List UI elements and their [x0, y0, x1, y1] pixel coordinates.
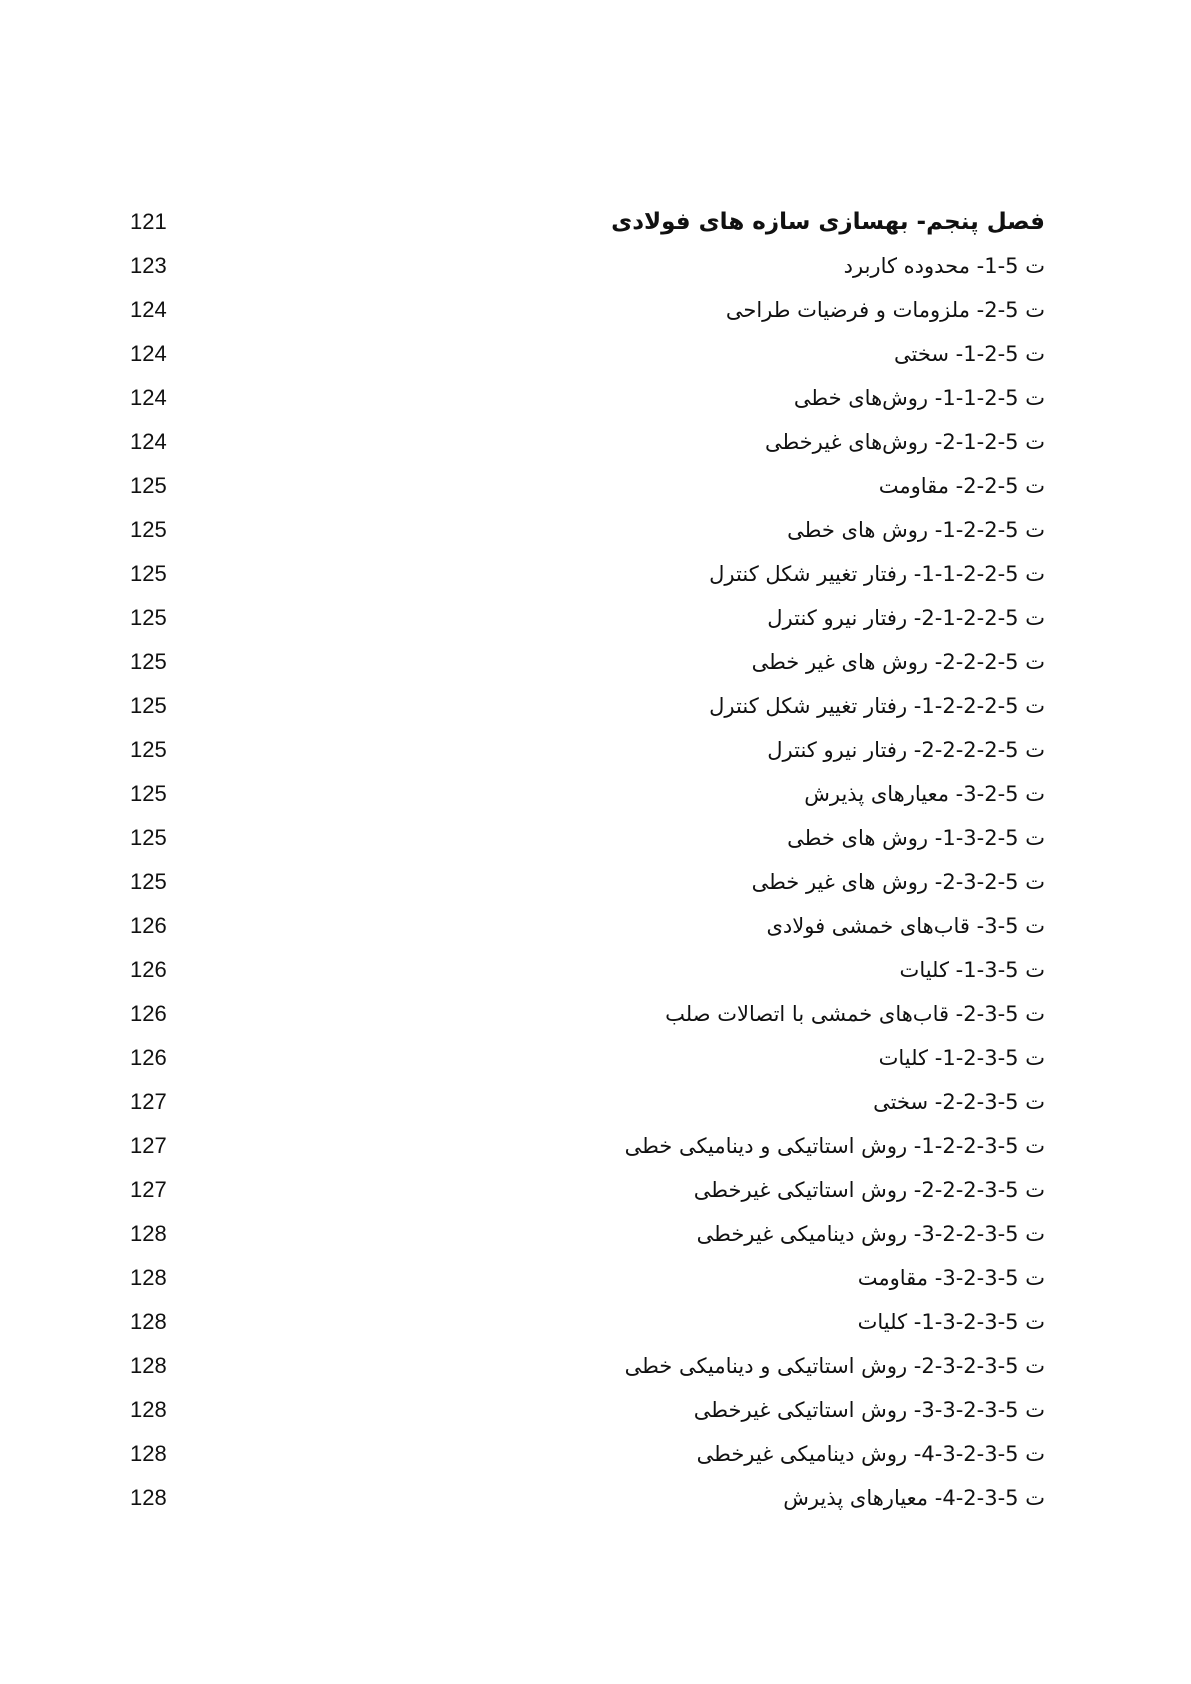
page-number: 128	[130, 1485, 167, 1510]
page-number: 125	[130, 737, 167, 762]
table-of-contents	[0, 208, 1191, 1528]
page-number: 128	[130, 1397, 167, 1422]
section-title: ت 5-2-3-2- روش های غیر خطی	[751, 870, 1045, 894]
toc-row	[0, 956, 1191, 1000]
page-number: 125	[130, 473, 167, 498]
section-title: ت 5-2- ملزومات و فرضیات طراحی	[725, 298, 1045, 322]
section-title: ت 5-2-3-1- روش های خطی	[787, 826, 1045, 850]
page-number: 124	[130, 429, 167, 454]
toc-row	[0, 428, 1191, 472]
section-title: ت 5-2-2-2- روش های غیر خطی	[751, 650, 1045, 674]
toc-row	[0, 340, 1191, 384]
toc-row	[0, 296, 1191, 340]
page-number: 128	[130, 1309, 167, 1334]
page-number: 125	[130, 693, 167, 718]
page-number: 128	[130, 1221, 167, 1246]
page-number: 128	[130, 1265, 167, 1290]
page-number: 125	[130, 825, 167, 850]
toc-row	[0, 1308, 1191, 1352]
toc-row	[0, 780, 1191, 824]
page-number: 127	[130, 1089, 167, 1114]
toc-row	[0, 1088, 1191, 1132]
section-title: ت 5-2-2-1-2- رفتار نیرو کنترل	[767, 606, 1045, 630]
toc-row	[0, 1132, 1191, 1176]
page-number: 127	[130, 1133, 167, 1158]
page-number: 128	[130, 1353, 167, 1378]
section-title: ت 5-3-2-3-4- روش دینامیکی غیرخطی	[696, 1442, 1045, 1466]
section-title: ت 5-3-2-4- معیارهای پذیرش	[783, 1486, 1045, 1510]
section-title: ت 5-2-2- مقاومت	[878, 474, 1045, 498]
section-title: ت 5-3-2- قاب‌های خمشی با اتصالات صلب	[665, 1002, 1045, 1026]
section-title: ت 5-2-2-2-2- رفتار نیرو کنترل	[767, 738, 1045, 762]
page-number: 126	[130, 1001, 167, 1026]
page-number: 125	[130, 517, 167, 542]
page-number: 126	[130, 957, 167, 982]
section-title: ت 5-2-1- سختی	[894, 342, 1045, 366]
toc-row	[0, 648, 1191, 692]
toc-row	[0, 472, 1191, 516]
section-title: ت 5-3-1- کلیات	[899, 958, 1045, 982]
section-title: ت 5-2-2-1- روش های خطی	[787, 518, 1045, 542]
section-title: ت 5-3-2-2-1- روش استاتیکی و دینامیکی خطی	[624, 1134, 1045, 1158]
section-title: ت 5-2-1-1- روش‌های خطی	[793, 386, 1045, 410]
section-title: ت 5-3-2-2- سختی	[873, 1090, 1045, 1114]
page-number: 125	[130, 561, 167, 586]
section-title: ت 5-3-2-1- کلیات	[878, 1046, 1045, 1070]
toc-row	[0, 1044, 1191, 1088]
section-title: ت 5-3-2-3-2- روش استاتیکی و دینامیکی خطی	[624, 1354, 1045, 1378]
toc-row	[0, 1264, 1191, 1308]
page-number: 126	[130, 913, 167, 938]
section-title: ت 5-3-2-3-1- کلیات	[857, 1310, 1045, 1334]
toc-row	[0, 560, 1191, 604]
section-title: ت 5-1- محدوده کاربرد	[843, 254, 1045, 278]
section-title: ت 5-3- قاب‌های خمشی فولادی	[766, 914, 1045, 938]
toc-row	[0, 1440, 1191, 1484]
page-number: 125	[130, 869, 167, 894]
toc-row	[0, 692, 1191, 736]
page-number: 124	[130, 385, 167, 410]
section-title: ت 5-3-2-3- مقاومت	[857, 1266, 1045, 1290]
toc-row	[0, 824, 1191, 868]
toc-row	[0, 868, 1191, 912]
section-title: ت 5-3-2-2-3- روش دینامیکی غیرخطی	[696, 1222, 1045, 1246]
page-number: 128	[130, 1441, 167, 1466]
toc-row	[0, 1352, 1191, 1396]
page-number: 124	[130, 297, 167, 322]
toc-row	[0, 1176, 1191, 1220]
toc-row	[0, 1484, 1191, 1528]
page-number: 123	[130, 253, 167, 278]
section-title: ت 5-3-2-3-3- روش استاتیکی غیرخطی	[693, 1398, 1045, 1422]
section-title: ت 5-2-2-1-1- رفتار تغییر شکل کنترل	[709, 562, 1045, 586]
page-number: 125	[130, 605, 167, 630]
page-number: 124	[130, 341, 167, 366]
section-title: ت 5-3-2-2-2- روش استاتیکی غیرخطی	[693, 1178, 1045, 1202]
toc-row	[0, 384, 1191, 428]
page-number: 121	[130, 209, 167, 234]
toc-row	[0, 604, 1191, 648]
toc-row	[0, 1220, 1191, 1264]
toc-row	[0, 1396, 1191, 1440]
page-number: 125	[130, 781, 167, 806]
toc-row	[0, 912, 1191, 956]
chapter-title: فصل پنجم- بهسازی سازه های فولادی	[611, 209, 1045, 235]
section-title: ت 5-2-2-2-1- رفتار تغییر شکل کنترل	[709, 694, 1045, 718]
toc-row	[0, 1000, 1191, 1044]
toc-row	[0, 736, 1191, 780]
page-number: 126	[130, 1045, 167, 1070]
toc-row	[0, 252, 1191, 296]
section-title: ت 5-2-1-2- روش‌های غیرخطی	[764, 430, 1045, 454]
page-number: 125	[130, 649, 167, 674]
toc-row	[0, 516, 1191, 560]
page-number: 127	[130, 1177, 167, 1202]
toc-chapter-row	[0, 208, 1191, 252]
section-title: ت 5-2-3- معیارهای پذیرش	[804, 782, 1045, 806]
